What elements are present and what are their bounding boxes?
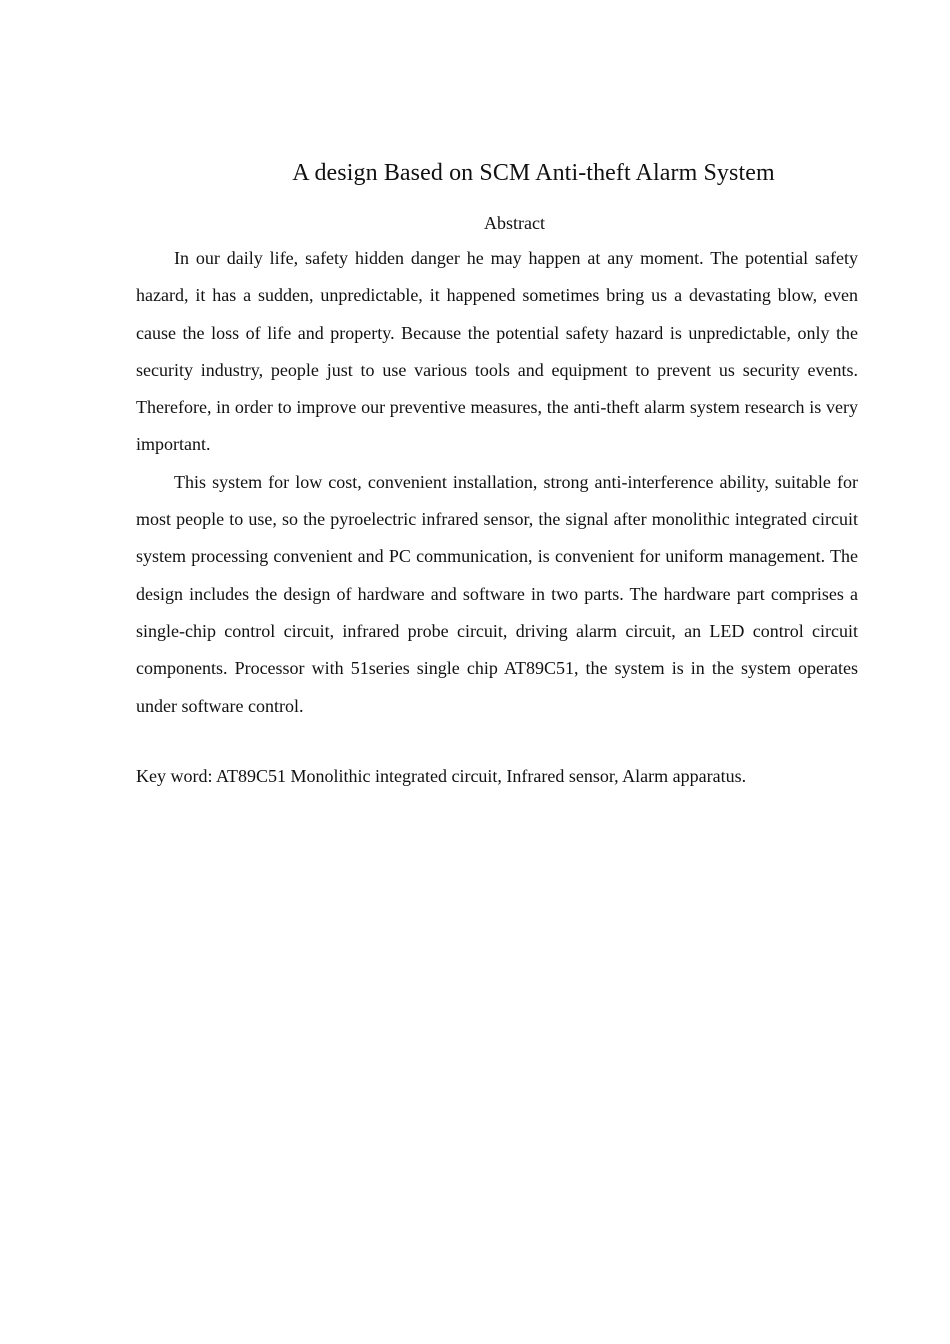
paper-title: A design Based on SCM Anti-theft Alarm System: [292, 160, 775, 186]
abstract-body: [136, 240, 858, 725]
abstract-paragraph-2: This system for low cost, convenient installation, strong anti-interference ability, suitable for most people to use, so the pyroelectric infrared sensor, the signal after monolithic integrated circuit system processing convenient and PC communication, is convenient for uniform management. The design includes the design of hardware and software in two parts. The hardware part comprises a single-chip control circuit, infrared probe circuit, driving alarm circuit, an LED control circuit components. Processor with 51series single chip AT89C51, the system is in the system operates under software control.: [136, 471, 858, 716]
abstract-heading: Abstract: [484, 213, 545, 233]
abstract-paragraph-1: In our daily life, safety hidden danger he may happen at any moment. The potential safety hazard, it has a sudden, unpredictable, it happened sometimes bring us a devastating blow, even cause the loss of life and property. Because the potential safety hazard is unpredictable, only the security industry, people just to use various tools and equipment to prevent us security events. Therefore, in order to improve our preventive measures, the anti-theft alarm system research is very important.: [136, 248, 858, 455]
keywords-line: Key word: AT89C51 Monolithic integrated circuit, Infrared sensor, Alarm apparatus.: [136, 766, 747, 786]
